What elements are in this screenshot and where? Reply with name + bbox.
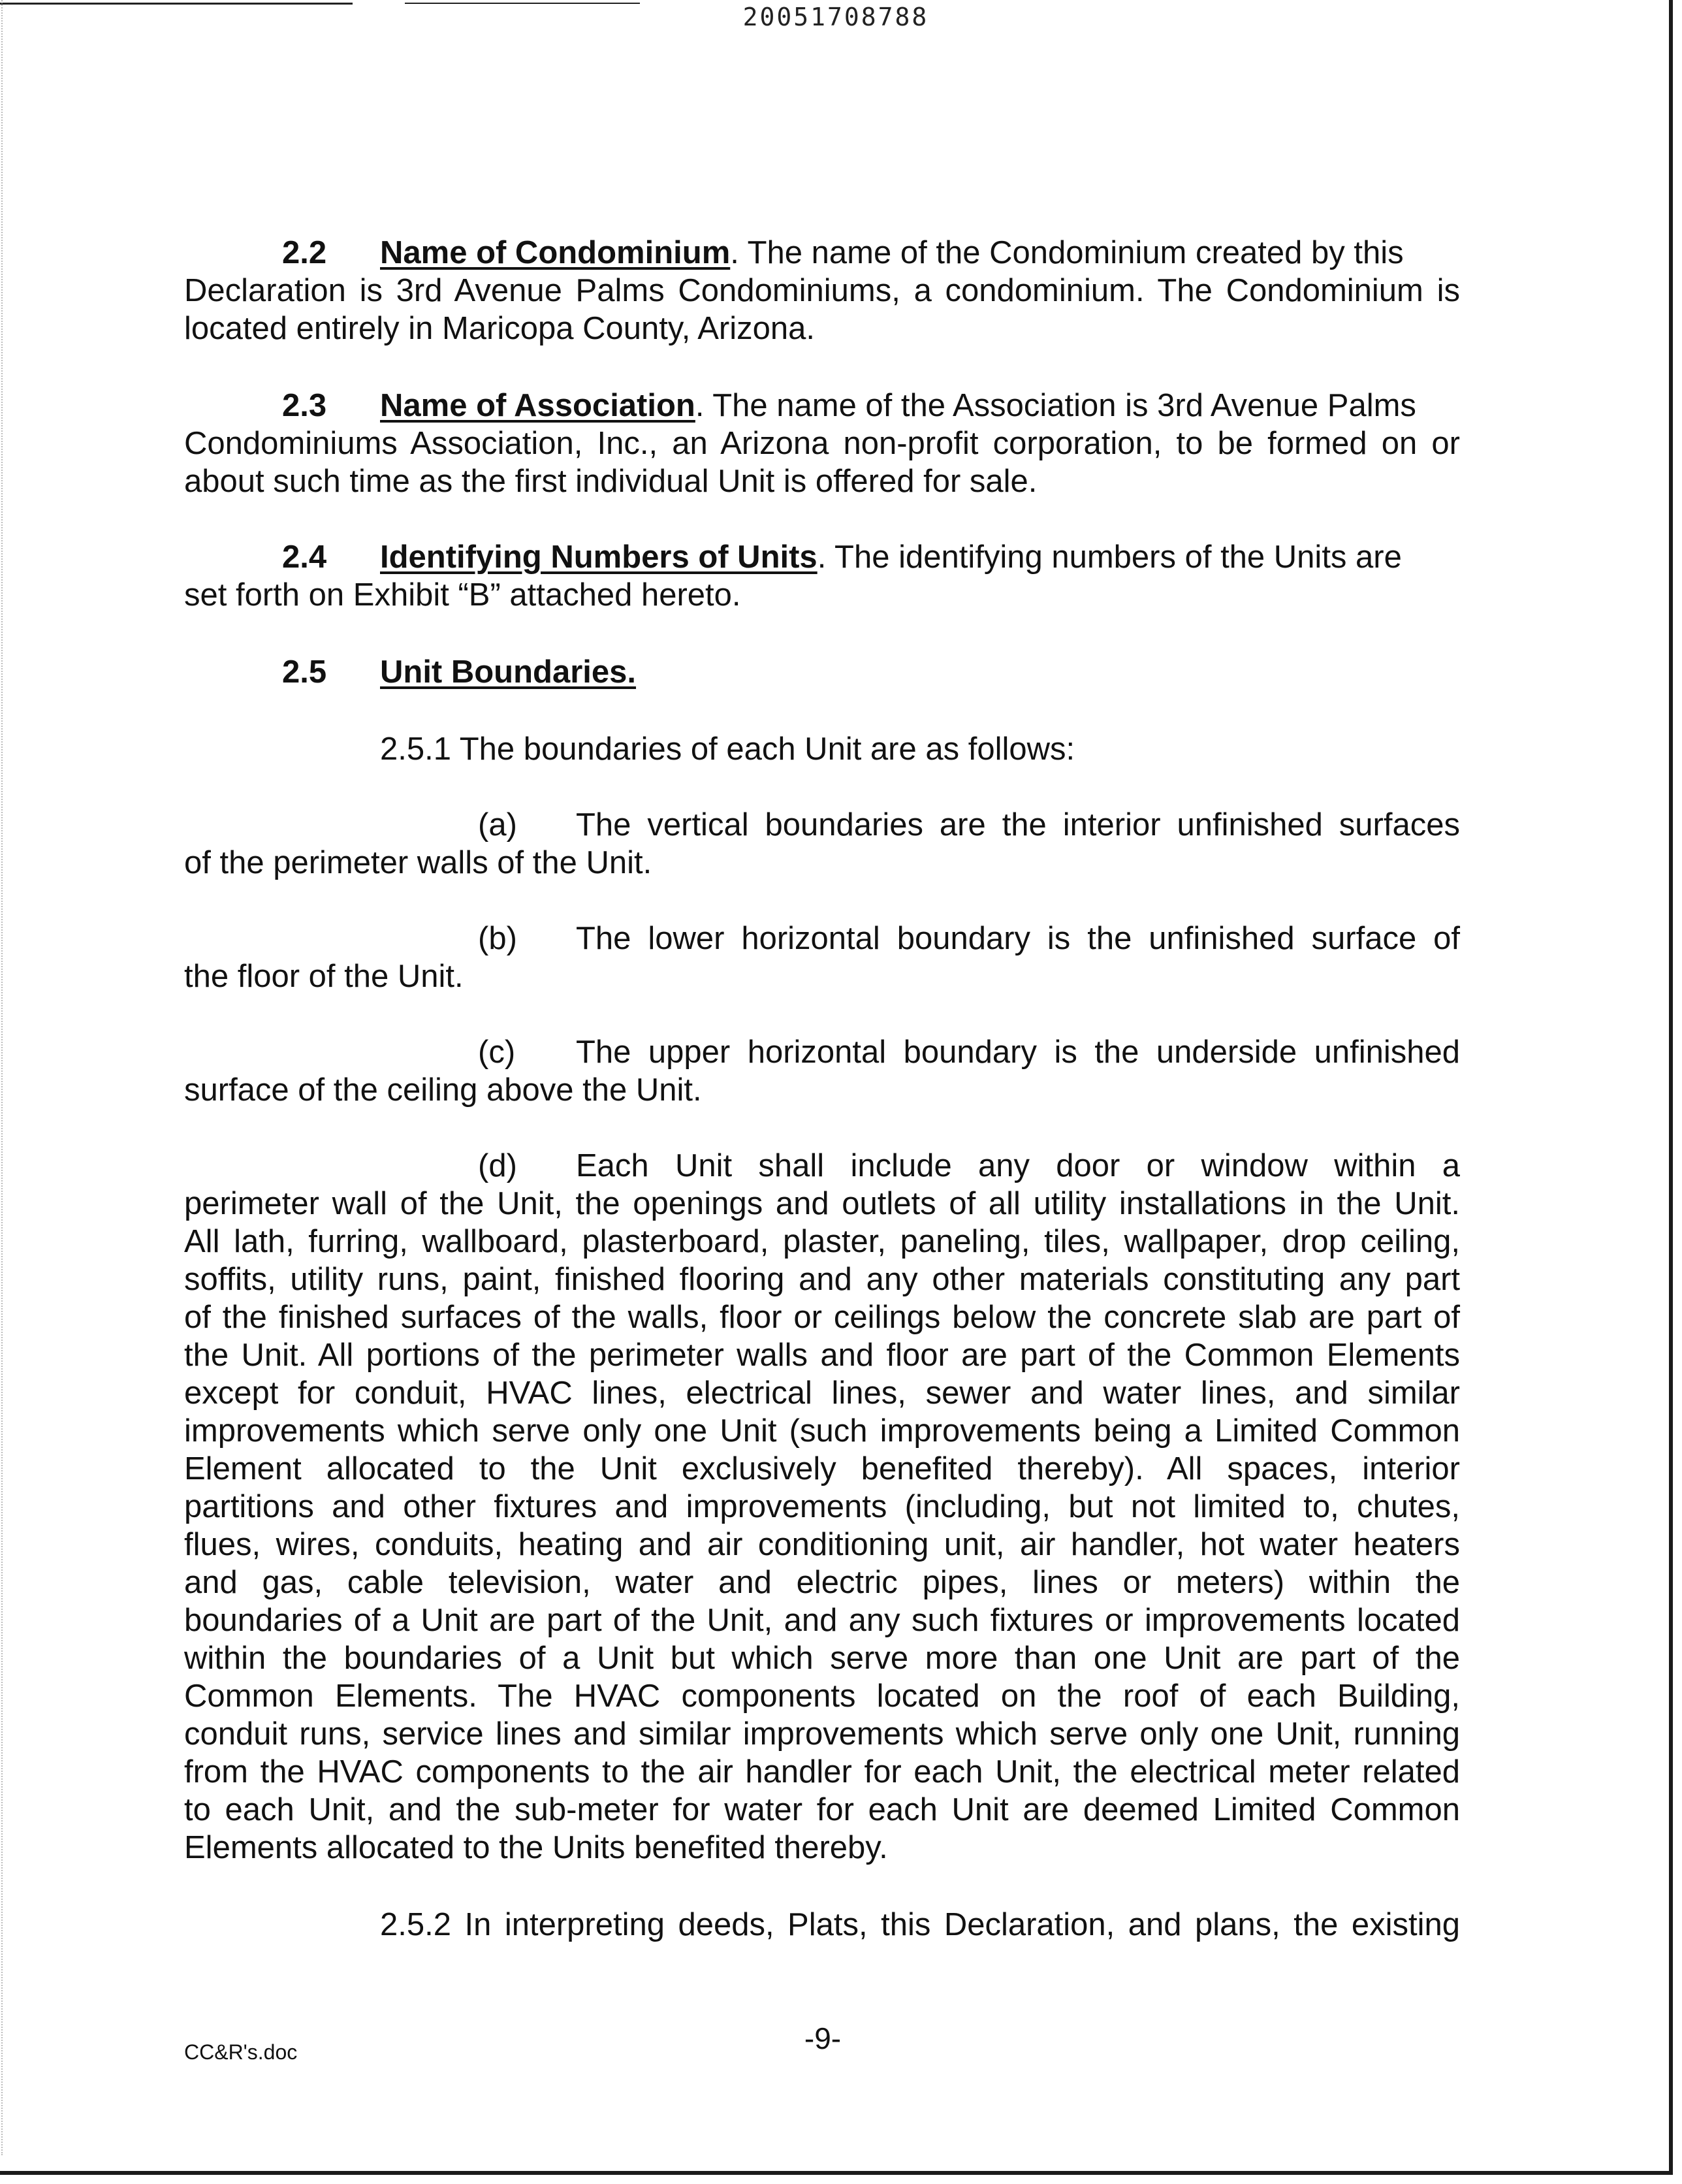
- section-heading: Name of Condominium: [380, 235, 731, 270]
- item-d-line: within the boundaries of a Unit but which serve more than one Unit are part of the: [184, 1641, 1460, 1676]
- item-d-line: partitions and other fixtures and improvements (including, but not limited to, chutes,: [184, 1489, 1460, 1524]
- item-a-label: (a): [478, 807, 517, 843]
- section-2-3-line1: [282, 387, 1416, 425]
- item-d-line: All lath, furring, wallboard, plasterboard, plaster, paneling, tiles, wallpaper, drop ceiling,: [184, 1224, 1460, 1259]
- item-a-line2: of the perimeter walls of the Unit.: [184, 845, 652, 880]
- section-number: 2.2: [282, 235, 327, 270]
- section-2-2-line1: [282, 234, 1404, 272]
- item-d-line: Elements allocated to the Units benefited thereby.: [184, 1830, 888, 1865]
- item-d-line: flues, wires, conduits, heating and air conditioning unit, air handler, hot water heaters: [184, 1527, 1460, 1562]
- item-d-line: from the HVAC components to the air handler for each Unit, the electrical meter related: [184, 1754, 1460, 1790]
- scan-right-border: [1669, 0, 1673, 2174]
- item-b-line2: the floor of the Unit.: [184, 959, 464, 994]
- item-d-line: conduit runs, service lines and similar improvements which serve only one Unit, running: [184, 1716, 1460, 1752]
- scan-left-edge: [1, 0, 4, 2155]
- item-d-line: soffits, utility runs, paint, finished flooring and any other materials constituting any part: [184, 1262, 1460, 1297]
- footer-filename: CC&R's.doc: [184, 2040, 298, 2064]
- section-2-5-1-intro: 2.5.1 The boundaries of each Unit are as follows:: [380, 731, 1075, 767]
- section-2-5-heading-line: [282, 653, 636, 691]
- item-d-label: (d): [478, 1148, 517, 1183]
- scan-bottom-border: [0, 2171, 1673, 2175]
- item-d-line: improvements which serve only one Unit (such improvements being a Limited Common: [184, 1413, 1460, 1449]
- document-number: 20051708788: [742, 3, 929, 31]
- item-d-line: perimeter wall of the Unit, the openings and outlets of all utility installations in the Unit.: [184, 1186, 1460, 1221]
- section-2-3-line3: about such time as the first individual Unit is offered for sale.: [184, 464, 1038, 499]
- section-2-5-2-line1: 2.5.2 In interpreting deeds, Plats, this Declaration, and plans, the existing: [380, 1907, 1460, 1942]
- item-c-line1: The upper horizontal boundary is the underside unfinished: [576, 1035, 1460, 1070]
- item-d-line: boundaries of a Unit are part of the Unit, and any such fixtures or improvements located: [184, 1603, 1460, 1638]
- item-b-line1: The lower horizontal boundary is the unfinished surface of: [576, 921, 1460, 956]
- section-text: . The name of the Condominium created by this: [730, 235, 1404, 270]
- section-number: 2.4: [282, 539, 327, 575]
- section-heading: Unit Boundaries.: [380, 654, 637, 690]
- item-a-line1: The vertical boundaries are the interior unfinished surfaces: [576, 807, 1460, 843]
- item-d-line: and gas, cable television, water and electric pipes, lines or meters) within the: [184, 1565, 1460, 1600]
- section-heading: Identifying Numbers of Units: [380, 539, 817, 575]
- section-2-4-line1: [282, 538, 1402, 576]
- item-c-line2: surface of the ceiling above the Unit.: [184, 1072, 702, 1108]
- section-2-2-line3: located entirely in Maricopa County, Arizona.: [184, 311, 815, 346]
- section-heading: Name of Association: [380, 388, 695, 423]
- item-d-line: Element allocated to the Unit exclusively benefited thereby). All spaces, interior: [184, 1451, 1460, 1486]
- item-d-line: to each Unit, and the sub-meter for water for each Unit are deemed Limited Common: [184, 1792, 1460, 1827]
- page-number: -9-: [804, 2021, 842, 2055]
- section-text: . The identifying numbers of the Units are: [817, 539, 1402, 575]
- section-2-3-line2: Condominiums Association, Inc., an Arizona non-profit corporation, to be formed on or: [184, 426, 1460, 461]
- item-d-line: Common Elements. The HVAC components located on the roof of each Building,: [184, 1678, 1460, 1714]
- item-d-line: the Unit. All portions of the perimeter walls and floor are part of the Common Elements: [184, 1338, 1460, 1373]
- item-d-line: except for conduit, HVAC lines, electrical lines, sewer and water lines, and similar: [184, 1375, 1460, 1411]
- section-text: . The name of the Association is 3rd Avenue Palms: [695, 388, 1416, 423]
- section-2-4-line2: set forth on Exhibit “B” attached hereto.: [184, 577, 741, 613]
- item-d-line: Each Unit shall include any door or window within a: [576, 1148, 1460, 1183]
- item-b-label: (b): [478, 921, 517, 956]
- section-number: 2.3: [282, 388, 327, 423]
- section-2-2-line2: Declaration is 3rd Avenue Palms Condominiums, a condominium. The Condominium is: [184, 273, 1460, 308]
- item-d-line: of the finished surfaces of the walls, floor or ceilings below the concrete slab are part of: [184, 1300, 1460, 1335]
- item-c-label: (c): [478, 1035, 516, 1070]
- section-number: 2.5: [282, 654, 327, 690]
